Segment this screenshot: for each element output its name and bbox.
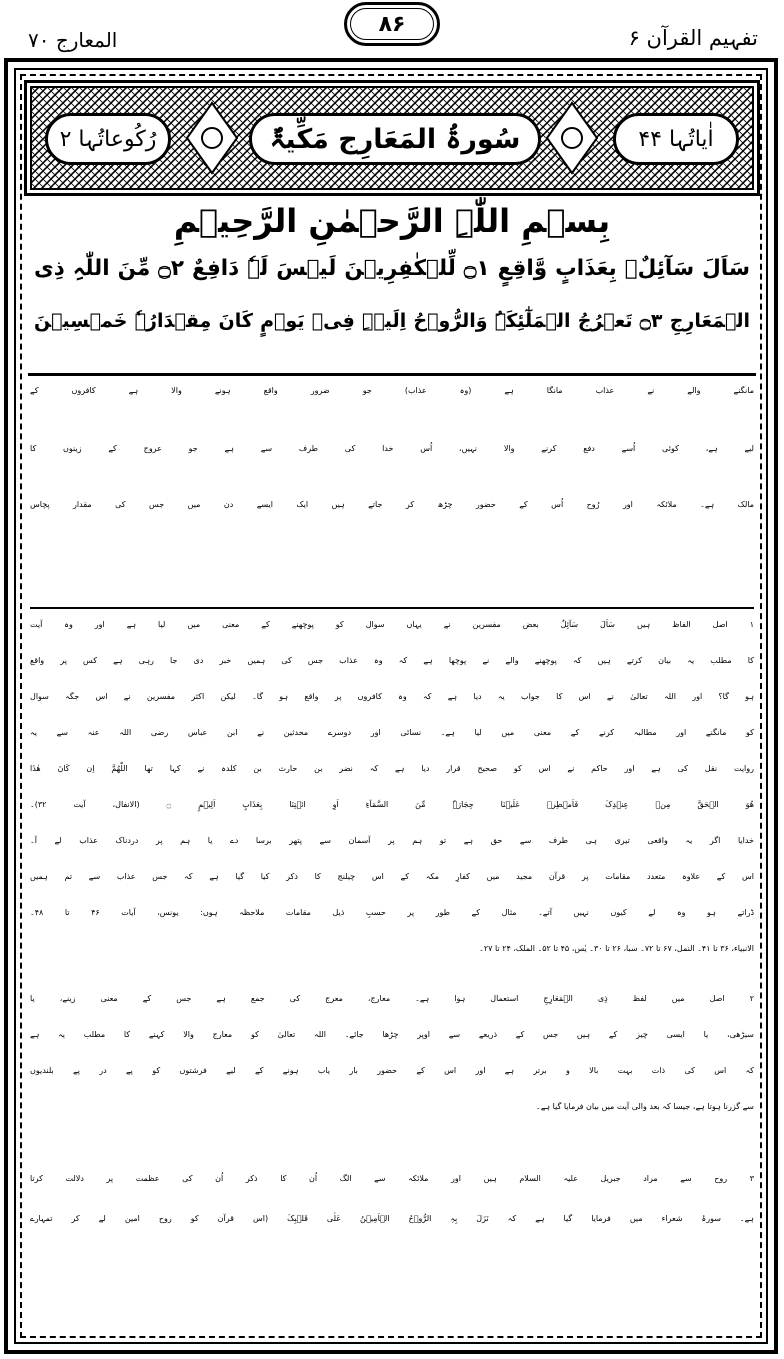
page-number-medallion [344,2,440,46]
footnote-line: الانبیاء، ۳۶ تا ۴۱۔ النمل، ۶۷ تا ۷۲۔ سبا، ۲۶ تا ۳۰۔ یٰس، ۴۵ تا ۵۲۔ الملک، ۲۴ تا ۲۷۔ [479,944,754,953]
bismillah: بِسۡمِ اللّٰہِ الرَّحۡمٰنِ الرَّحِیۡمِ [173,202,611,240]
footnote-line: روایت نقل کی ہے اور حاکم نے اس کو صحیح قرار دیا ہے کہ نضر بن حارث بن کلدہ نے کہا تھا اللّٰھُمَّ اِن کَانَ ھٰذَا [30,764,754,773]
footnotes-block [30,612,754,1356]
ruku-count: رُکُوعاتُہا ۲ [59,126,157,152]
ayah-line: الۡمَعَارِجِ ۝٣ تَعۡرُجُ الۡمَلٰٓئِکَۃُ وَالرُّوۡحُ اِلَیۡہِ فِیۡ یَوۡمٍ کَانَ مِقۡدَارُہٗ خَمۡسِیۡنَ [34,310,750,332]
footnote-line: ۲ اصل میں لفظ ذِی الۡمَعَارِجِ استعمال ہوا ہے۔ معارج، معرج کی جمع ہے جس کے معنی زینے، یا [30,994,754,1003]
footnote-line: ۳ روح سے مراد جبریل علیہ السلام ہیں اور ملائکہ سے الگ اُن کا ذکر اُن کی عظمت پر دلالت کرتا [30,1174,754,1183]
surah-title-cartouche [249,113,541,165]
quran-text-block [28,198,756,376]
footnote-separator [30,607,754,609]
footnote-line: ہے۔ سورۂ شعراء میں فرمایا گیا ہے کہ نَزَلَ بِہِ الرُّوۡحُ الۡاَمِیۡنُ عَلٰی قَلۡبِکَ (اس قرآن کو روح امین لے کر تمہارے [30,1214,754,1223]
translation-line: مانگنے والے نے عذاب مانگا ہے (وہ عذاب) جو ضرور واقع ہونے والا ہے کافروں کے [30,386,754,395]
footnote-line: کو مانگنے اور مطالبہ کرنے کے معنی میں لیا ہے۔ نسائی اور دوسرے محدثین نے ابن عباس رضی اللہ عنہ سے یہ [30,728,754,737]
footnote-line: سے گزرنا ہوتا ہے، جیسا کہ بعد والی آیت میں بیان فرمایا گیا ہے۔ [536,1102,754,1111]
footnote-line: ۱ اصل الفاظ ہیں سَاَلَ سَآئِلٌ بعض مفسرین نے یہاں سوال کو پوچھنے کے معنی میں لیا ہے اور وہ آیت [30,620,754,629]
footnote-line: ھُوَ الۡحَقَّ مِنۡ عِنۡدِکَ فَاَمۡطِرۡ عَلَیۡنَا حِجَارَۃً مِّنَ السَّمَآءِ اَوِ ائۡتِنَا بِعَذَابٍ اَلِیۡمٍ ۝ (الانفال، آیت ۳۲)۔ [30,800,754,809]
footnote-line: ڈراتے ہو وہ لے کیوں نہیں آتے۔ مثال کے طور پر حسبِ ذیل مقامات ملاحظہ ہوں: یونس، آیات ۴۶ تا ۴۸۔ [30,908,754,917]
footnote-line: اس کے علاوہ متعدد مقامات پر قرآن مجید میں کفارِ مکہ کے اس چیلنج کا ذکر کیا گیا ہے کہ جس عذاب سے تم ہمیں [30,872,754,881]
footnote-line: خدایا اگر یہ واقعی تیری ہی طرف سے حق ہے تو ہم پر آسمان سے پتھر برسا دے یا ہم پر دردناک عذاب لے آ۔ [30,836,754,845]
footnote-line: ہو گا؟ اور اللہ تعالیٰ نے اس کا جواب یہ دیا ہے کہ وہ کافروں پر واقع ہو گا۔ لیکن اکثر مفسرین نے اس جگہ سوال [30,692,754,701]
verse-count: اٰیاتُہا ۴۴ [638,126,714,152]
surah-title: سُورۃُ المَعَارِج مَکِّیۃٌ [269,123,521,155]
footnote-line: کہ اس کی ذات بہت بالا و برتر ہے اور اس کے حضور بار یاب ہونے کے لیے فرشتوں کو پے در پے بلندیوں [30,1066,754,1075]
footnote-line: کا مطلب یہ بیان کرتے ہیں کہ پوچھنے والے نے پوچھا ہے کہ وہ عذاب جس کی ہمیں خبر دی جا رہی ہے کس پر واقع [30,656,754,665]
translation-line: مالک ہے۔ ملائکہ اور رُوح اُس کے حضور چڑھ کر جاتے ہیں ایک ایسے دن میں جس کی مقدار پچاس [30,500,755,509]
footnote-line: سیڑھی، یا ایسی چیز کے ہیں جس کے ذریعے سے اوپر چڑھا جائے۔ اللہ تعالیٰ کو معارج والا کہنے کا مطلب یہ ہے [30,1030,754,1039]
ruku-count-cartouche [45,113,171,165]
ayah-line: سَاَلَ سَآئِلٌۢ بِعَذَابٍ وَّاقِعٍ ۝١ لِّلۡکٰفِرِیۡنَ لَیۡسَ لَہٗ دَافِعٌ ۝٢ مِّنَ اللّٰہِ ذِی [34,256,751,281]
translation-line: لیے ہے، کوئی اُسے دفع کرنے والا نہیں، اُس خدا کی طرف سے ہے جو عروج کے زینوں کا [30,444,754,453]
verse-count-cartouche [613,113,739,165]
translation-block [30,380,754,612]
page-number: ۸۶ [378,11,406,37]
running-header [0,0,784,58]
surah-header-banner [24,80,760,196]
running-header-book-title: تفہیم القرآن ۶ [628,26,758,50]
running-header-surah: المعارج ۷۰ [28,28,118,52]
